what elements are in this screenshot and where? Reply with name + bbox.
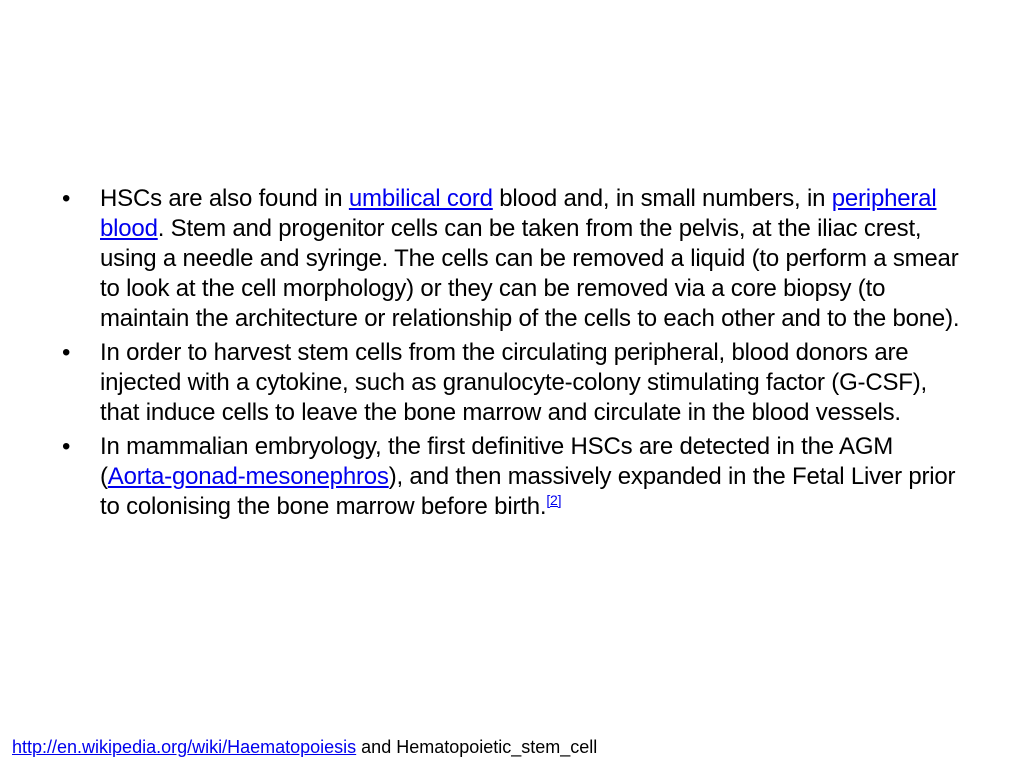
bullet-icon: • [62,339,71,366]
bullet-item-3 [62,432,967,522]
aorta-gonad-mesonephros-link[interactable]: Aorta-gonad-mesonephros [107,463,389,490]
bullet-3-text-2: ), and then massively expanded in the Fetal Liver prior to colonising the bone marrow before birth. [100,463,956,520]
bullet-icon: • [62,185,71,212]
bullet-1-text-1: HSCs are also found in [100,185,349,212]
bullet-item-2 [62,338,967,428]
peripheral-blood-link[interactable]: peripheral blood [100,185,937,242]
bullet-1-text-2: blood and, in small numbers, in [492,185,832,212]
bullet-icon: • [62,433,71,460]
bullet-item-1 [62,184,967,334]
bullet-2-text: In order to harvest stem cells from the circulating peripheral, blood donors are injected with a cytokine, such as granulocyte-colony stimulating factor (G-CSF), that induce cells to leave the bone marrow and circulate in the blood vessels. [100,339,928,426]
haematopoiesis-wiki-link[interactable]: http://en.wikipedia.org/wiki/Haematopoiesis [12,737,357,757]
bullet-1-text-3: . Stem and progenitor cells can be taken from the pelvis, at the iliac crest, using a needle and syringe. The cells can be removed a liquid (to perform a smear to look at the cell morphology) or they can be removed via a core biopsy (to maintain the architecture or relationship of the cells to each other and to the bone). [100,215,960,332]
umbilical-cord-link[interactable]: umbilical cord [348,185,493,212]
bullet-list [62,184,967,526]
footer-text: and Hematopoietic_stem_cell [356,737,598,757]
bullet-3-text-1: In mammalian embryology, the first definitive HSCs are detected in the AGM ( [100,433,894,490]
footer-source [12,736,597,758]
reference-2-link[interactable]: [2] [546,492,562,508]
